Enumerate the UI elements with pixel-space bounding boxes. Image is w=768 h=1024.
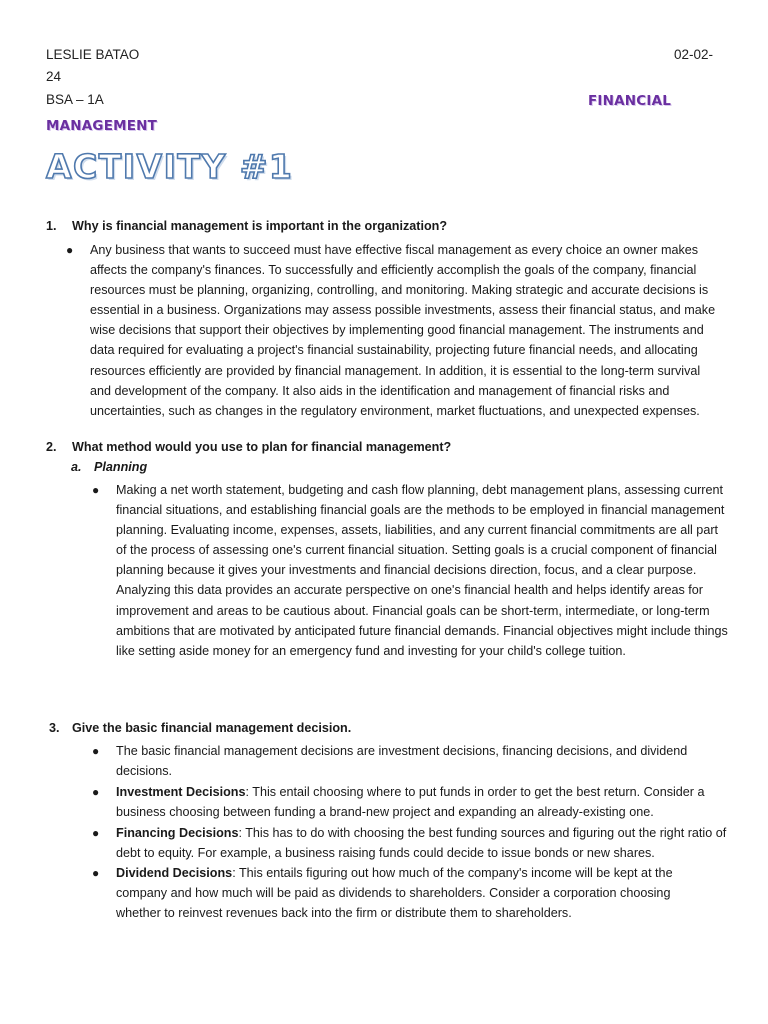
question-text: What method would you use to plan for financial management? (72, 440, 452, 454)
term-description: : This entail choosing where to put funds in order to get the best return. Consider a business choosing between funding a brand-new project and expanding an already-existing one. (116, 785, 705, 820)
term-financing-decisions: Financing Decisions (116, 826, 239, 840)
term-dividend-decisions: Dividend Decisions (116, 866, 233, 880)
wordart-financial: FINANCIAL (588, 93, 672, 109)
question-number: 3. (49, 721, 60, 735)
answer-text (116, 863, 686, 923)
bullet-icon: ● (66, 243, 74, 257)
answer-text: The basic financial management decisions are investment decisions, financing decisions, and dividend decisions. (116, 744, 688, 779)
bullet-icon: ● (92, 483, 100, 497)
student-name: LESLIE BATAO (46, 47, 140, 62)
sub-label-text: Planning (94, 460, 148, 474)
bullet-icon: ● (92, 866, 100, 880)
bullet-icon: ● (92, 744, 100, 758)
question-3 (49, 721, 351, 735)
section-label: BSA – 1A (46, 92, 104, 107)
activity-title: ACTIVITY #1 (46, 147, 294, 186)
question-text: Give the basic financial management decision. (72, 721, 352, 735)
question-text: Why is financial management is important in the organization? (72, 219, 448, 233)
question-1 (46, 219, 447, 233)
date-part2: 24 (46, 69, 62, 84)
date-part1: 02-02- (674, 47, 714, 62)
question-2 (46, 440, 451, 454)
question-number: 2. (46, 440, 57, 454)
answer-text: Making a net worth statement, budgeting and cash flow planning, debt management plans, assessing current financial situations, and establishing financial goals are the methods to be employed in financial management planning. Evaluating income, expenses, assets, liabilities, and any current financial commitments are all part of the process of assessing one's current financial situation. Setting goals is a crucial component of financial planning because it gives your investments and financial decisions direction, focus, and a clear purpose. Analyzing this data provides an accurate perspective on one's financial health and helps identify areas for improvement and areas to be cautious about. Financial goals can be short-term, intermediate, or long-term ambitions that are motivated by anticipated future financial demands. Financial objectives might include things like setting aside money for an emergency fund and investing for your child's college tuition. (116, 483, 728, 658)
answer-text: Any business that wants to succeed must have effective fiscal management as every choice an owner makes affects the company's finances. To successfully and efficiently accomplish the goals of the company, financial resources must be planning, organizing, controlling, and monitoring. Making strategic and accurate decisions is essential in a business. Organizations may assess possible investments, assess their financial status, and make wise decisions that support their objectives by implementing good financial management. The instruments and data required for evaluating a project's financial sustainability, projecting future financial needs, and allocating resources efficiently are provided by financial management. In addition, it is essential to the long-term survival and development of the company. It also aids in the identification and management of financial risks and uncertainties, such as changes in the regulatory environment, market fluctuations, and unexpected expenses. (90, 243, 716, 418)
answer-text (116, 782, 716, 822)
sub-heading-planning (71, 460, 147, 474)
answer-text (116, 823, 728, 863)
term-description: : This entails figuring out how much of the company's income will be kept at the company and how much will be paid as dividends to shareholders. Consider a corporation choosing whether to reinvest revenues back into the firm or distribute them to shareholders. (116, 866, 673, 921)
term-description: : This has to do with choosing the best funding sources and figuring out the right ratio of debt to equity. For example, a business raising funds could decide to issue bonds or new shares. (116, 826, 727, 861)
bullet-icon: ● (92, 785, 100, 799)
bullet-icon: ● (92, 826, 100, 840)
wordart-management: MANAGEMENT (46, 118, 158, 134)
question-number: 1. (46, 219, 57, 233)
sub-letter: a. (71, 460, 82, 474)
term-investment-decisions: Investment Decisions (116, 785, 246, 799)
